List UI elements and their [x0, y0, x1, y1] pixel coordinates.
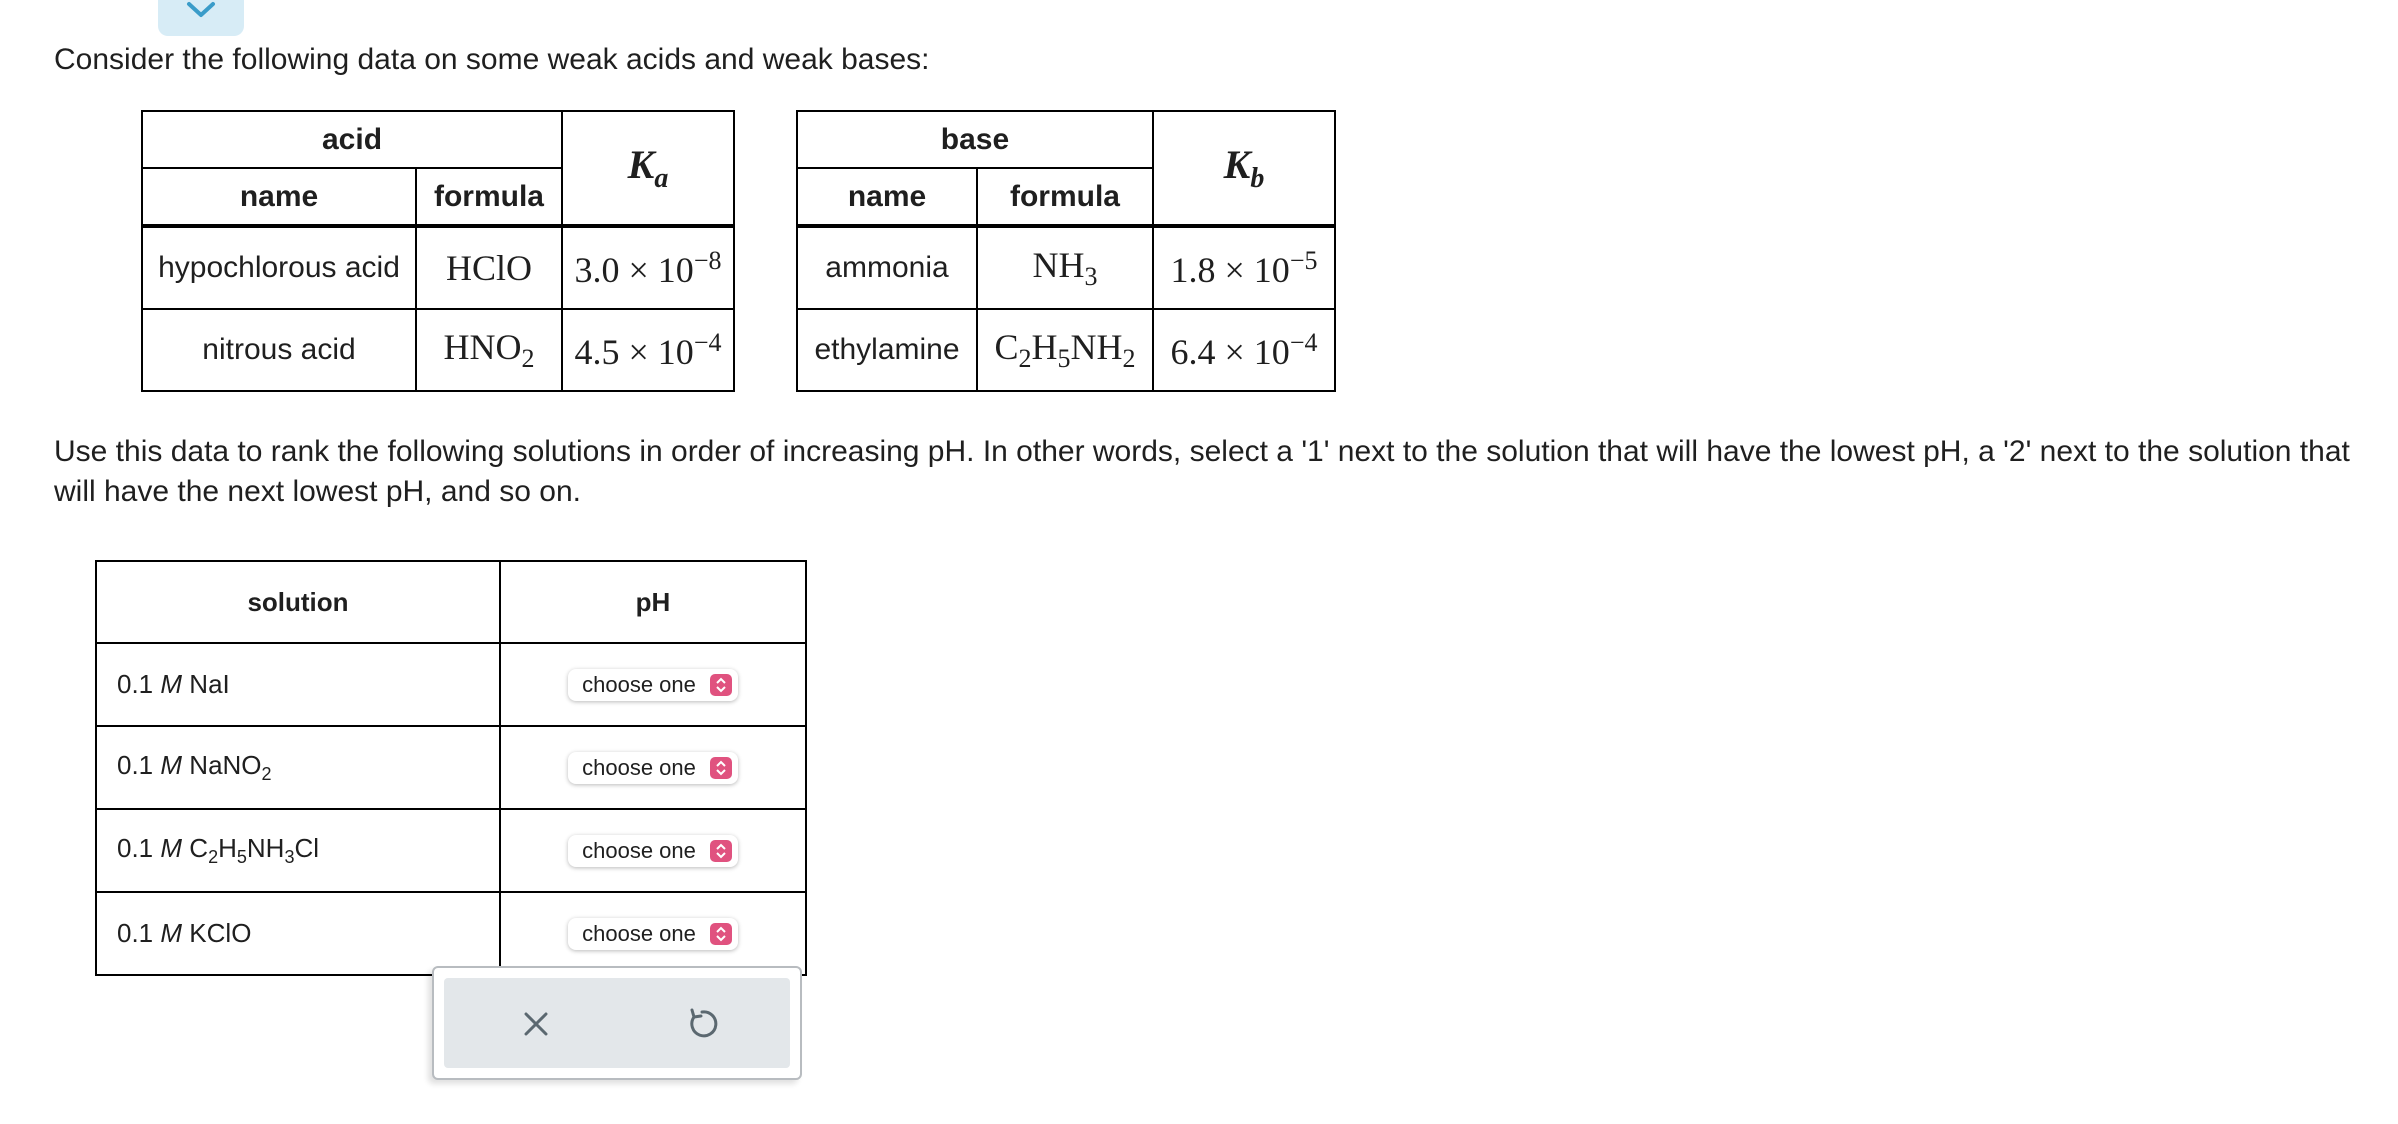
base-formula: $C_2H_5NH_2$ [977, 309, 1153, 391]
actions-panel [444, 978, 790, 1068]
base-formula-header: formula [977, 168, 1153, 226]
ph-cell [500, 809, 806, 892]
table-row [142, 309, 734, 391]
acid-data-table [141, 110, 735, 392]
chevron-down-icon [185, 0, 217, 22]
reset-button[interactable] [680, 1002, 724, 1046]
base-formula: $NH_3$ [977, 226, 1153, 309]
instructions-text: Use this data to rank the following solutions in order of increasing pH. In other words, select a '1' next to the solution that will have the lowest pH, a '2' next to the solution that will have the next lowest pH, and so on. [54, 435, 2350, 508]
rank-select-1[interactable]: choose one [568, 669, 738, 701]
rank-select-2[interactable]: choose one [568, 752, 738, 784]
ph-header: pH [500, 561, 806, 643]
kb-header: $K_b$ [1153, 111, 1335, 226]
ph-cell [500, 643, 806, 726]
table-row [142, 226, 734, 309]
close-icon [514, 1002, 558, 1046]
rank-select-4[interactable]: choose one [568, 918, 738, 950]
clear-button[interactable] [514, 1002, 558, 1046]
table-row [96, 892, 806, 975]
ph-cell [500, 892, 806, 975]
chevron-updown-icon [710, 757, 732, 779]
table-row [797, 309, 1335, 391]
kb-value: $6.4 \times 10^{-4}$ [1153, 309, 1335, 391]
ka-value: $3.0 \times 10^{-8}$ [562, 226, 734, 309]
kb-value: $1.8 \times 10^{-5}$ [1153, 226, 1335, 309]
base-name: ammonia [797, 226, 977, 309]
table-row [797, 226, 1335, 309]
chevron-updown-icon [710, 840, 732, 862]
acid-formula: HClO [416, 226, 562, 309]
answer-actions [432, 966, 802, 1080]
collapse-tab[interactable] [158, 0, 244, 36]
solution-label: 0.1 M KClO [96, 892, 500, 975]
solution-label: 0.1 M $C_2H_5NH_3Cl$ [96, 809, 500, 892]
acid-formula: $HNO_2$ [416, 309, 562, 391]
table-row [96, 643, 806, 726]
ka-value: $4.5 \times 10^{-4}$ [562, 309, 734, 391]
acid-name-header: name [142, 168, 416, 226]
acid-group-header: acid [142, 111, 562, 168]
acid-name: hypochlorous acid [142, 226, 416, 309]
acid-name: nitrous acid [142, 309, 416, 391]
chevron-updown-icon [710, 674, 732, 696]
prompt-text: Consider the following data on some weak acids and weak bases: [54, 43, 930, 76]
ka-header: $K_a$ [562, 111, 734, 226]
base-group-header: base [797, 111, 1153, 168]
solution-header: solution [96, 561, 500, 643]
solution-label: 0.1 M NaNO$_2$ [96, 726, 500, 809]
base-data-table [796, 110, 1336, 392]
ranking-table [95, 560, 807, 976]
chevron-updown-icon [710, 923, 732, 945]
solution-label: 0.1 M NaI [96, 643, 500, 726]
table-row [96, 809, 806, 892]
undo-icon [680, 1002, 724, 1046]
acid-formula-header: formula [416, 168, 562, 226]
base-name-header: name [797, 168, 977, 226]
base-name: ethylamine [797, 309, 977, 391]
table-row [96, 726, 806, 809]
ph-cell [500, 726, 806, 809]
rank-select-3[interactable]: choose one [568, 835, 738, 867]
